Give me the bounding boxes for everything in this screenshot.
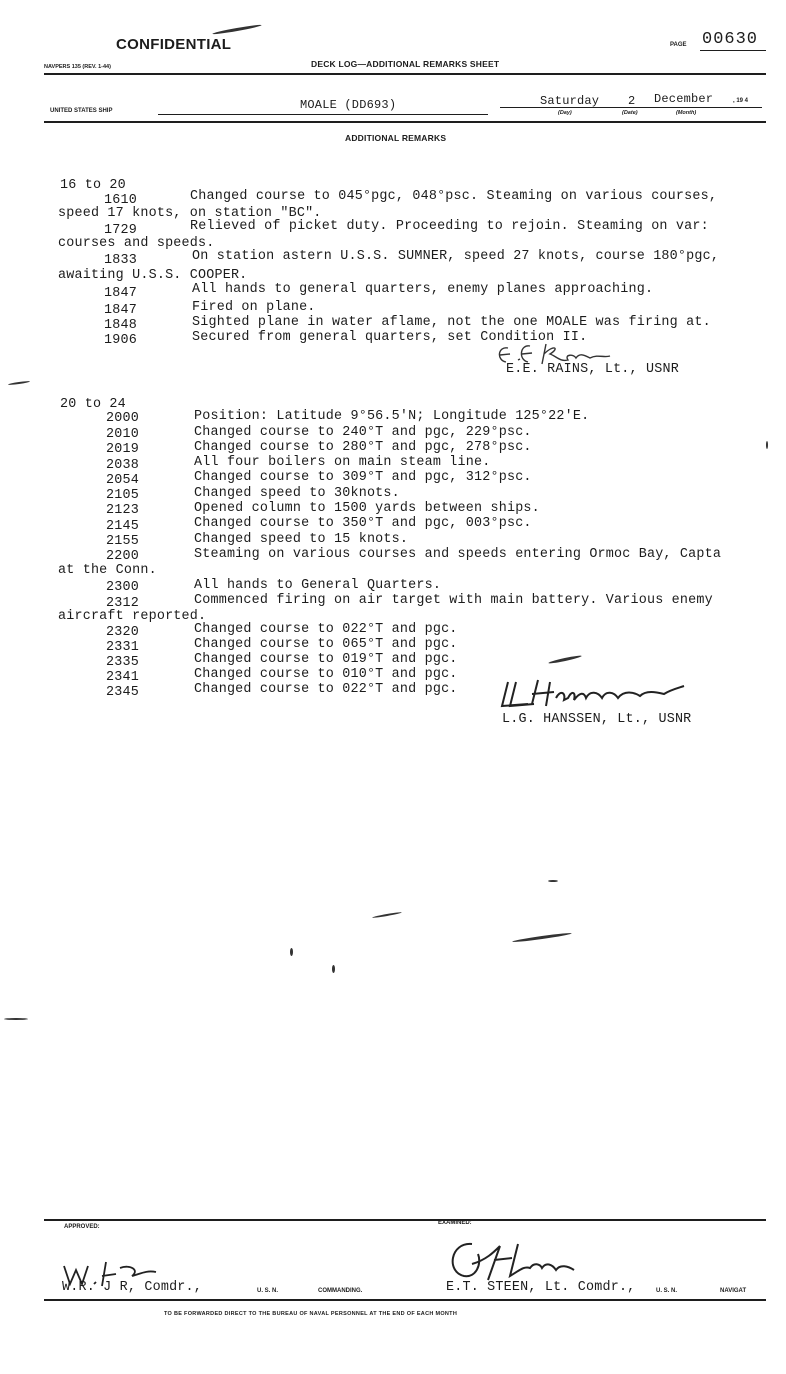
- scan-speck: [4, 1018, 28, 1020]
- scan-speck: [290, 948, 293, 956]
- header-rule-top: [44, 73, 766, 75]
- examined-by: E.T. STEEN, Lt. Comdr.,: [446, 1280, 636, 1295]
- log-entry-continued: speed 17 knots, on station "BC".: [58, 206, 322, 221]
- footer-rule-bottom: [44, 1299, 766, 1301]
- log-entry: Position: Latitude 9°56.5'N; Longitude 125°22'E.: [194, 409, 590, 424]
- log-entry: Changed course to 309°T and pgc, 312°psc.: [194, 470, 532, 485]
- log-time: 2345: [106, 685, 139, 700]
- log-time: 1610: [104, 193, 137, 208]
- log-time: 2155: [106, 534, 139, 549]
- log-entry: On station astern U.S.S. SUMNER, speed 27 knots, course 180°pgc,: [192, 249, 720, 264]
- log-entry: All four boilers on main steam line.: [194, 455, 491, 470]
- log-day: Saturday: [540, 94, 600, 108]
- log-time: 2300: [106, 580, 139, 595]
- page-number-underline: [700, 50, 766, 51]
- log-entry: All hands to general quarters, enemy planes approaching.: [192, 282, 654, 297]
- log-time: 1833: [104, 253, 137, 268]
- log-entry: Changed speed to 15 knots.: [194, 532, 409, 547]
- rains-typed-signature: E.E. RAINS, Lt., USNR: [506, 362, 679, 377]
- log-time: 2320: [106, 625, 139, 640]
- form-number: NAVPERS 135 (REV. 1-44): [44, 64, 111, 70]
- log-entry: Changed speed to 30knots.: [194, 486, 400, 501]
- sheet-title: DECK LOG—ADDITIONAL REMARKS SHEET: [311, 59, 500, 69]
- log-time: 1906: [104, 333, 137, 348]
- examiner-signature: [442, 1236, 592, 1286]
- log-time: 2123: [106, 503, 139, 518]
- ship-name-underline: [158, 114, 488, 115]
- log-entry: Changed course to 065°T and pgc.: [194, 637, 458, 652]
- navigator-label: NAVIGAT: [720, 1288, 747, 1294]
- scan-speck: [212, 24, 262, 36]
- log-time: 2312: [106, 596, 139, 611]
- log-time: 1847: [104, 303, 137, 318]
- log-time: 2000: [106, 411, 139, 426]
- log-entry: Opened column to 1500 yards between ships.: [194, 501, 540, 516]
- ship-label: UNITED STATES SHIP: [50, 108, 113, 114]
- log-entry: Changed course to 240°T and pgc, 229°psc.: [194, 425, 532, 440]
- log-time: 2200: [106, 549, 139, 564]
- scan-speck: [512, 932, 572, 943]
- approved-by: W.R. J R, Comdr.,: [62, 1280, 203, 1295]
- log-entry: Commenced firing on air target with main battery. Various enemy: [194, 593, 713, 608]
- log-time: 2105: [106, 488, 139, 503]
- scan-speck: [766, 441, 768, 449]
- log-entry: Changed course to 022°T and pgc.: [194, 622, 458, 637]
- confidential-marking: CONFIDENTIAL: [116, 36, 232, 53]
- header-rule-bottom: [44, 121, 766, 123]
- log-time: 1848: [104, 318, 137, 333]
- watch-1-title: 16 to 20: [60, 178, 126, 193]
- log-entry: Changed course to 010°T and pgc.: [194, 667, 458, 682]
- log-entry-continued: aircraft reported.: [58, 609, 207, 624]
- log-time: 2341: [106, 670, 139, 685]
- examined-label: EXAMINED:: [438, 1220, 472, 1226]
- log-time: 2019: [106, 442, 139, 457]
- log-entry: Steaming on various courses and speeds entering Ormoc Bay, Capta: [194, 547, 722, 562]
- log-entry: Changed course to 045°pgc, 048°psc. Steaming on various courses,: [190, 189, 718, 204]
- log-entry: All hands to General Quarters.: [194, 578, 442, 593]
- log-entry-continued: courses and speeds.: [58, 236, 215, 251]
- page-label: PAGE: [670, 42, 687, 48]
- log-time: 2038: [106, 458, 139, 473]
- hanssen-signature: [494, 676, 690, 712]
- forwarding-note: TO BE FORWARDED DIRECT TO THE BUREAU OF NAVAL PERSONNEL AT THE END OF EACH MONTH: [164, 1311, 458, 1317]
- approved-label: APPROVED:: [64, 1224, 100, 1230]
- log-entry-continued: at the Conn.: [58, 563, 157, 578]
- log-time: 2054: [106, 473, 139, 488]
- log-month: December: [654, 92, 714, 106]
- log-time: 1847: [104, 286, 137, 301]
- log-date: 2: [628, 94, 636, 108]
- month-caption: (Month): [676, 110, 697, 116]
- log-entry: Secured from general quarters, set Condition II.: [192, 330, 588, 345]
- scan-speck: [8, 380, 30, 385]
- log-entry: Changed course to 019°T and pgc.: [194, 652, 458, 667]
- log-time: 2335: [106, 655, 139, 670]
- log-entry: Fired on plane.: [192, 300, 316, 315]
- log-entry: Changed course to 280°T and pgc, 278°psc.: [194, 440, 532, 455]
- log-time: 2331: [106, 640, 139, 655]
- hanssen-typed-signature: L.G. HANSSEN, Lt., USNR: [502, 712, 692, 727]
- watch-2-title: 20 to 24: [60, 397, 126, 412]
- log-entry: Changed course to 022°T and pgc.: [194, 682, 458, 697]
- additional-remarks-heading: ADDITIONAL REMARKS: [345, 133, 447, 143]
- footer-rule-top: [44, 1219, 766, 1221]
- date-caption: (Date): [622, 110, 638, 116]
- log-time: 2010: [106, 427, 139, 442]
- log-entry: Relieved of picket duty. Proceeding to rejoin. Steaming on var:: [190, 219, 709, 234]
- log-entry: Sighted plane in water aflame, not the one MOALE was firing at.: [192, 315, 711, 330]
- approved-service: U. S. N.: [257, 1288, 279, 1294]
- ship-name: MOALE (DD693): [300, 98, 397, 112]
- date-underline: [500, 107, 762, 108]
- examined-service: U. S. N.: [656, 1288, 678, 1294]
- log-time: 2145: [106, 519, 139, 534]
- scan-speck: [548, 880, 558, 882]
- commanding-label: COMMANDING.: [318, 1288, 363, 1294]
- scan-speck: [332, 965, 335, 973]
- log-time: 1729: [104, 223, 137, 238]
- day-caption: (Day): [558, 110, 572, 116]
- log-entry: Changed course to 350°T and pgc, 003°psc.: [194, 516, 532, 531]
- scan-speck: [548, 654, 582, 664]
- scan-speck: [372, 911, 402, 918]
- log-year: , 19 4: [733, 98, 749, 104]
- page-number: 00630: [702, 30, 759, 49]
- log-entry-continued: awaiting U.S.S. COOPER.: [58, 268, 248, 283]
